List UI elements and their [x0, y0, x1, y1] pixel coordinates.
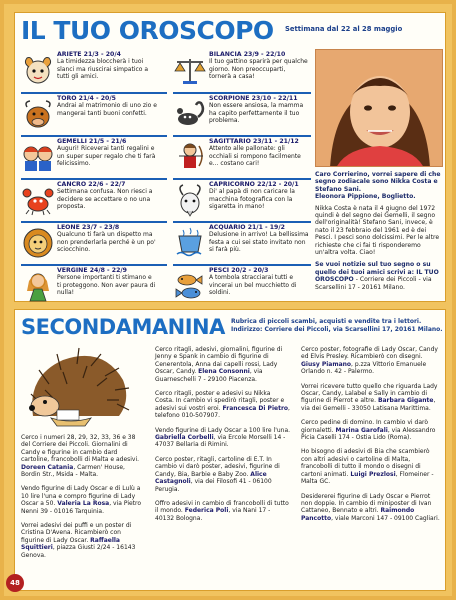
- ad-author: Doreen Catania: [21, 463, 74, 471]
- sign-gemelli: [21, 138, 157, 178]
- classified-ad: Cerco ritagli, adesivi, giornalini, figurine di Jenny e Spank in cambio di figurine di Cenerentola, Anna dai capelli rossi, Lady Oscar, Candy. Elena Consonni, via Guarneschelli 7 - 29100 Piacenza.: [155, 346, 283, 383]
- sign-toro: [21, 95, 157, 135]
- sign-text: La timidezza bloccherà i tuoi slanci ma riuscirai simpatico a tutti gli amici.: [57, 58, 149, 81]
- sign-name: PESCI 20/2 - 20/3: [209, 267, 269, 274]
- crab-icon: [21, 183, 55, 217]
- sign-text: A tombola stracciarai tutti e vincerai un bel mucchietto di soldini.: [209, 274, 297, 297]
- classified-ad: Cerco pedine di domino. In cambio vi darò giornaletti. Marina Garofali, via Alessandro Picia Caselli 174 - Ostia Lido (Roma).: [301, 419, 436, 442]
- letter-signature: Eleonora Pippione, Boglietto.: [315, 193, 416, 201]
- divider: [173, 178, 311, 180]
- divider: [173, 92, 311, 94]
- classified-ad: Offro adesivi in cambio di francobolli di tutto il mondo. Federica Poli, via Nani 17 - 40132 Bologna.: [155, 499, 289, 522]
- sign-cancro: [21, 181, 157, 221]
- secondamanina-rubric: Rubrica di piccoli scambi, acquisti e vendite tra i lettori. Indirizzo: Corriere dei Piccoli, via Scarsellini 17, 20161 Milano.: [231, 318, 443, 333]
- page-number: 48: [6, 574, 24, 592]
- sign-text: Settimana confusa. Non riesci a decidere se accettare o no una proposta.: [57, 188, 153, 211]
- hedgehog-illustration: [21, 344, 133, 428]
- classified-ad: Vendo figurine di Lady Oscar e di Lulù a 10 lire l'una e compro figurine di Lady Oscar a 50. Valeria La Rosa, via Pietro Nenni 39 - 01016 Tarquinia.: [21, 485, 142, 515]
- classified-ad: Cerco ritagli, poster e adesivi su Nikka Costa. In cambio vi spedirò ritagli, poster e adesivi sui vostri eroi. Francesca Di Pietro, telefono 010-507907.: [155, 390, 290, 420]
- ad-author: Raimondo Pancotto: [301, 507, 415, 522]
- ad-author: Francesca Di Pietro: [222, 404, 289, 412]
- classified-ad: Cerco poster, ritagli, cartoline di E.T. In cambio vi darò poster, adesivi, figurine di Candy, Bia, Barbie e Baby Zoo. Alice Castagnoli, via dei Filosofi 41 - 06100 Perugia.: [155, 455, 280, 493]
- horoscope-week: Settimana dal 22 al 28 maggio: [285, 25, 403, 33]
- scales-icon: [173, 53, 207, 87]
- sign-name: GEMELLI 21/5 - 21/6: [57, 138, 127, 145]
- contact-note: Se vuoi notizie sul tuo segno o su quello dei tuoi amici scrivi a: IL TUO OROSCOPO: [315, 261, 439, 284]
- ad-author: Luigi Prezlosi: [350, 470, 396, 478]
- sign-text: Andrai al matrimonio di uno zio e mangerai tanti buoni confetti.: [57, 102, 157, 117]
- ram-icon: [21, 53, 55, 87]
- sign-name: SAGITTARIO 23/11 - 21/12: [209, 138, 299, 145]
- sign-name: ACQUARIO 21/1 - 19/2: [209, 224, 285, 231]
- sign-text: Il tuo gattino sparirà per qualche giorno. Non preoccuparti, tornerà a casa!: [209, 58, 308, 81]
- sign-text: Qualcuno ti farà un dispetto ma non prenderlarla perché è un po' sciocchino.: [57, 231, 156, 254]
- contact-address: - Corriere dei Piccoli - via Scarsellini 17 - 20161 Milano.: [315, 276, 432, 291]
- classified-ad: Vorrei ricevere tutto quello che riguarda Lady Oscar, Candy, Lalabel e Sally in cambio di figurine di Pierrot e altre. Barbara Gigante, via dei Gemelli - 33050 Latisana Marittima.: [301, 382, 438, 412]
- horoscope-letter: [315, 171, 443, 291]
- virgin-icon: [21, 269, 55, 303]
- sign-acquario: [173, 224, 309, 264]
- divider: [21, 221, 167, 223]
- sign-text: Auguri! Riceverai tanti regalini e un super super regalo che ti farà felicissimo.: [57, 145, 156, 168]
- lion-icon: [21, 226, 55, 260]
- ad-author: Elena Consonni: [198, 368, 250, 376]
- sign-text: Delusione in arrivo! La bellissima festa a cui sei stato invitato non si farà più.: [209, 231, 309, 254]
- divider: [173, 135, 311, 137]
- sign-name: VERGINE 24/8 - 22/9: [57, 267, 127, 274]
- letter-question: Caro Corrierino, vorrei sapere di che segno zodiacale sono Nikka Costa e Stefano Sani.: [315, 171, 441, 193]
- classified-ad: Vorrei adesivi dei puffi e un poster di Cristina D'Avena. Ricambierò con figurine di Lady Oscar. Raffaella Squittieri, piazza Giusti 2/24 - 16143 Genova.: [21, 522, 136, 559]
- sign-name: CAPRICORNO 22/12 - 20/1: [209, 181, 299, 188]
- sign-vergine: [21, 267, 157, 307]
- bull-icon: [21, 97, 55, 131]
- sign-capricorno: [173, 181, 309, 221]
- ad-author: Giusy Piamano: [301, 360, 352, 368]
- divider: [21, 135, 167, 137]
- twins-icon: [21, 140, 55, 174]
- sign-name: CANCRO 22/6 - 22/7: [57, 181, 126, 188]
- scorpion-icon: [173, 97, 207, 131]
- sign-leone: [21, 224, 157, 264]
- sign-pesci: [173, 267, 309, 307]
- divider: [173, 221, 311, 223]
- ad-author: Valeria La Rosa: [57, 500, 110, 508]
- horoscope-section: [14, 12, 446, 302]
- sign-name: ARIETE 21/3 - 20/4: [57, 51, 121, 58]
- sign-name: LEONE 23/7 - 23/8: [57, 224, 120, 231]
- ads-column-1: [21, 434, 145, 566]
- girl-photo: [315, 49, 443, 167]
- ad-author: Barbara Gigante: [377, 397, 434, 405]
- ad-author: Raffaella Squittieri: [21, 536, 120, 552]
- classified-ad: Ho bisogno di adesivi di Bia che scambierò con altri adesivi o cartoline di Malta, francobolli di tutto il mondo o disegni di cartoni animati. Luigi Prezlosi, Flomeiner - Malta GC.: [301, 448, 434, 486]
- classified-ad: Vendo figurine di Lady Oscar a 100 lire l'una. Gabriella Corbelli, via Ercole Morselli 14 - 47037 Bellaria di Rimini.: [155, 426, 291, 449]
- sign-scorpione: [173, 95, 309, 135]
- fish-icon: [173, 269, 207, 303]
- sign-bilancia: [173, 51, 309, 91]
- sign-text: Non essere ansiosa, la mamma ha capito perfettamente il tuo problema.: [209, 102, 304, 125]
- divider: [21, 264, 167, 266]
- sign-text: Di' al papà di non caricare la macchina fotografica con la sigaretta in mano!: [209, 188, 295, 211]
- magazine-page: [4, 4, 452, 596]
- secondamanina-section: [14, 309, 446, 591]
- sign-name: TORO 21/4 - 20/5: [57, 95, 116, 102]
- secondamanina-title: SECONDAMANINA: [21, 315, 225, 339]
- ad-author: Gabriella Corbelli: [155, 434, 214, 442]
- sign-sagittario: [173, 138, 309, 178]
- water-icon: [173, 226, 207, 260]
- ad-author: Federica Poli: [184, 507, 229, 515]
- classified-ad: Cerco poster, fotografie di Lady Oscar, Candy ed Elvis Presley. Ricambierò con disegni. Giusy Piamano, p.zza Vittorio Emanuele Orlando n. 42 - Palermo.: [301, 346, 438, 376]
- divider: [21, 92, 167, 94]
- ad-author: Marina Garofali: [335, 426, 388, 434]
- classified-ad: Cerco i numeri 28, 29, 32, 33, 36 e 38 del Corriere dei Piccoli. Giornalini di Candy e figurine in cambio dard cartoline, francobolli di Malta e adesivi. Doreen Catania, Carmen' House, Bordin Str., Msida - Malta.: [21, 434, 140, 479]
- sign-name: SCORPIONE 23/10 - 22/11: [209, 95, 298, 102]
- goat-icon: [173, 183, 207, 217]
- divider: [173, 264, 311, 266]
- classified-ad: Desidererei figurine di Lady Oscar e Pierrot non doppie. In cambio di miniposter di Ivan Cattaneo, Bennato e altri. Raimondo Pancotto, viale Marconi 147 - 09100 Cagliari.: [301, 492, 440, 522]
- divider: [21, 178, 167, 180]
- ad-author: Alice Castagnoli: [155, 470, 267, 486]
- letter-answer: Nikka Costa è nata il 4 giugno del 1972 quindi è del segno dei Gemelli, il segno dell'originalità! Stefano Sani, invece, è nato il 23 febbraio del 1961 ed è dei Pesci. I pesci sono dolcissimi. Per le altre richieste che ci fai ti risponderemo un'altra volta. Ciao!: [315, 204, 440, 257]
- sign-ariete: [21, 51, 157, 91]
- sign-text: Persone importanti ti stimano e ti proteggono. Non aver paura di nulla!: [57, 274, 156, 297]
- sign-name: BILANCIA 23/9 - 22/10: [209, 51, 286, 58]
- ads-column-3: [301, 346, 441, 529]
- ads-column-2: [155, 346, 291, 529]
- horoscope-title: IL TUO OROSCOPO: [21, 16, 274, 45]
- sign-text: Attento alle pallonate: gli occhiali si rompono facilmente e... costano cari!: [209, 145, 301, 168]
- archer-icon: [173, 140, 207, 174]
